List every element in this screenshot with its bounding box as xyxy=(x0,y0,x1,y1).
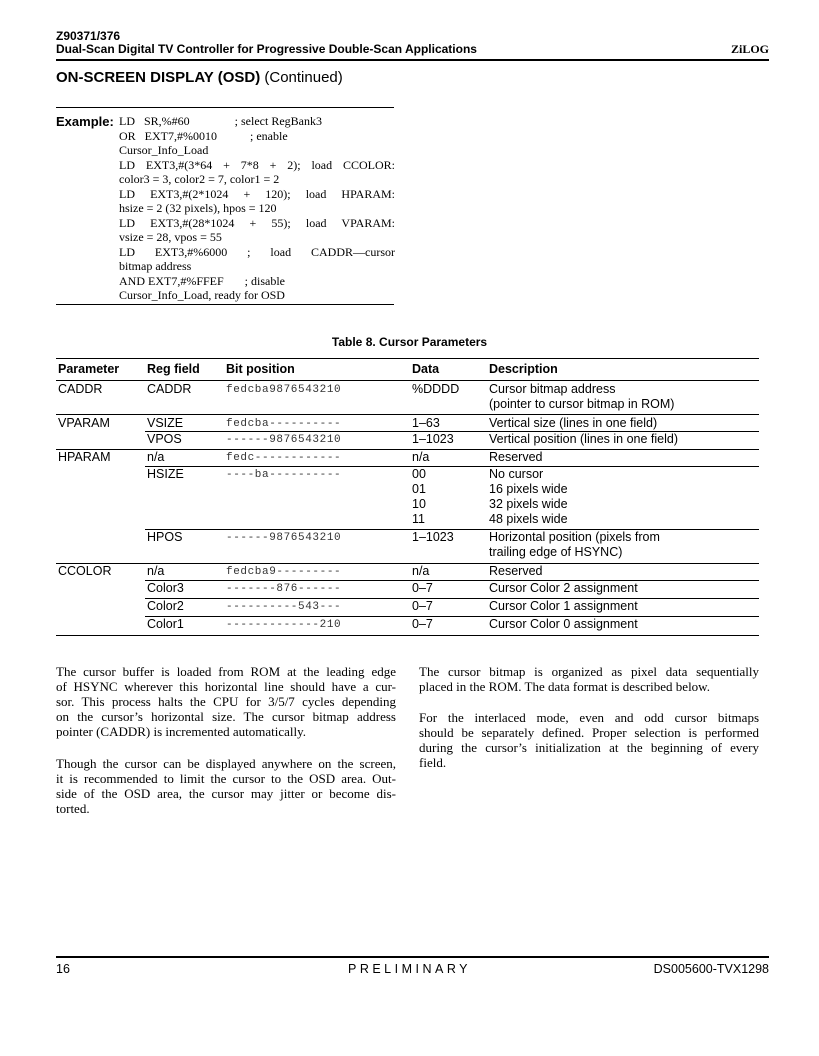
cell-description: Cursor Color 0 assignment xyxy=(489,617,638,631)
cell-description: Vertical position (lines in one field) xyxy=(489,432,678,446)
table-top-rule xyxy=(56,358,759,359)
company-logo: ZiLOG xyxy=(730,42,769,56)
paragraph-line: The cursor bitmap is organized as pixel data sequentially xyxy=(419,664,759,679)
example-top-rule xyxy=(56,107,394,108)
cell-data: 0–7 xyxy=(412,599,433,613)
paragraph-line: should be separately defined. Proper selection is performed xyxy=(419,725,759,740)
cell-data: 0–7 xyxy=(412,581,433,595)
paragraph-line: during the cursor’s initialization at the beginning of every xyxy=(419,740,759,755)
table-row-divider xyxy=(145,616,759,617)
table-header-rule xyxy=(56,380,759,381)
cell-description: Reserved xyxy=(489,450,543,464)
cell-bit-position: ------9876543210 xyxy=(226,532,342,544)
paragraph-line: The cursor buffer is loaded from ROM at the leading edge xyxy=(56,664,396,679)
paragraph-line: on the cursor’s horizontal size. The cursor bitmap address xyxy=(56,709,396,724)
cell-description: 16 pixels wide xyxy=(489,482,568,496)
table-caption: Table 8. Cursor Parameters xyxy=(331,335,488,349)
paragraph-line: sor. This process halts the CPU for 3/5/7 cycles depending xyxy=(56,694,396,709)
cell-reg-field: Color2 xyxy=(147,599,184,613)
cell-description: Reserved xyxy=(489,564,543,578)
cell-description: trailing edge of HSYNC) xyxy=(489,545,623,559)
cell-reg-field: CADDR xyxy=(147,382,192,396)
cell-description: No cursor xyxy=(489,467,544,481)
code-line: AND EXT7,#%FFEF ; disable xyxy=(119,273,285,288)
cell-bit-position: ----------543--- xyxy=(226,601,342,613)
section-title-main: ON-SCREEN DISPLAY (OSD) xyxy=(56,69,261,86)
cell-reg-field: n/a xyxy=(147,450,165,464)
table-row-divider xyxy=(145,580,759,581)
paragraph-line: Though the cursor can be displayed anywhere on the screen, xyxy=(56,756,396,771)
cell-bit-position: fedcba9876543210 xyxy=(226,384,342,396)
cell-reg-field: Color1 xyxy=(147,617,184,631)
paragraph-line: of HSYNC wherever this horizontal line should have a cur- xyxy=(56,679,396,694)
paragraph-line: side of the OSD area, the cursor may jitter or become dis- xyxy=(56,786,396,801)
page-number: 16 xyxy=(56,962,70,976)
code-line: LD EXT3,#(28*1024 + 55); load VPARAM: xyxy=(119,215,395,230)
table-row-divider xyxy=(145,466,759,467)
body-paragraph xyxy=(56,664,396,739)
column-header-bit-position: Bit position xyxy=(226,362,295,376)
cell-reg-field: HSIZE xyxy=(147,467,184,481)
cell-data: 1–1023 xyxy=(412,530,454,544)
section-title xyxy=(56,69,343,86)
column-header-description: Description xyxy=(489,362,558,376)
column-header-reg-field: Reg field xyxy=(147,362,200,376)
cell-description: Cursor Color 1 assignment xyxy=(489,599,638,613)
code-line: color3 = 3, color2 = 7, color1 = 2 xyxy=(119,172,280,186)
cell-description: Horizontal position (pixels from xyxy=(489,530,660,544)
column-header-data: Data xyxy=(412,362,440,376)
table-row-divider xyxy=(56,449,759,450)
cell-data: %DDDD xyxy=(412,382,460,396)
body-paragraph xyxy=(56,756,396,816)
table-row-divider xyxy=(145,431,759,432)
cell-data: n/a xyxy=(412,564,430,578)
section-title-suffix: (Continued) xyxy=(260,69,343,86)
document-part-number: Z90371/376 xyxy=(56,29,121,43)
cell-data: 0–7 xyxy=(412,617,433,631)
code-line: Cursor_Info_Load xyxy=(119,143,209,157)
cell-reg-field: HPOS xyxy=(147,530,183,544)
example-label: Example: xyxy=(56,114,114,129)
cell-data: 01 xyxy=(412,482,426,496)
cell-bit-position: ----ba---------- xyxy=(226,469,342,481)
cell-bit-position: fedcba9--------- xyxy=(226,566,342,578)
code-line: LD EXT3,#(3*64 + 7*8 + 2); load CCOLOR: xyxy=(119,157,395,172)
document-title: Dual-Scan Digital TV Controller for Progressive Double-Scan Applications xyxy=(56,42,477,56)
cell-reg-field: n/a xyxy=(147,564,165,578)
cell-data: 1–1023 xyxy=(412,432,454,446)
cell-parameter: CADDR xyxy=(58,382,103,396)
cell-data: 10 xyxy=(412,497,426,511)
cell-bit-position: fedcba---------- xyxy=(226,418,342,430)
paragraph-line: For the interlaced mode, even and odd cursor bitmaps xyxy=(419,710,759,725)
cell-reg-field: VPOS xyxy=(147,432,182,446)
code-line: OR EXT7,#%0010 ; enable xyxy=(119,128,288,143)
cell-description: Cursor bitmap address xyxy=(489,382,616,396)
footer-rule xyxy=(56,956,769,958)
cell-reg-field: VSIZE xyxy=(147,416,184,430)
cell-description: 48 pixels wide xyxy=(489,512,568,526)
example-code-block xyxy=(119,114,395,303)
column-header-parameter: Parameter xyxy=(58,362,120,376)
paragraph-line: field. xyxy=(419,755,447,770)
cell-bit-position: fedc------------ xyxy=(226,452,342,464)
body-paragraph xyxy=(419,664,759,694)
cell-parameter: CCOLOR xyxy=(58,564,112,578)
paragraph-line: pointer (CADDR) is incremented automatically. xyxy=(56,724,307,739)
body-paragraph xyxy=(419,710,759,770)
cell-description: Cursor Color 2 assignment xyxy=(489,581,638,595)
code-line: bitmap address xyxy=(119,259,192,273)
code-line: LD EXT3,#%6000 ; load CADDR—cursor xyxy=(119,244,395,259)
cell-data: 00 xyxy=(412,467,426,481)
paragraph-line: torted. xyxy=(56,801,90,816)
code-line: vsize = 28, vpos = 55 xyxy=(119,230,222,244)
code-line: LD EXT3,#(2*1024 + 120); load HPARAM: xyxy=(119,186,395,201)
table-row-divider xyxy=(145,598,759,599)
code-line: LD SR,%#60 ; select RegBank3 xyxy=(119,114,322,128)
cell-description: Vertical size (lines in one field) xyxy=(489,416,658,430)
cell-reg-field: Color3 xyxy=(147,581,184,595)
document-number: DS005600-TVX1298 xyxy=(653,962,769,976)
paragraph-line: placed in the ROM. The data format is described below. xyxy=(419,679,710,694)
table-bottom-rule xyxy=(56,635,759,636)
header-rule xyxy=(56,59,769,61)
cell-bit-position: -------876------ xyxy=(226,583,342,595)
cell-bit-position: -------------210 xyxy=(226,619,342,631)
cell-description: 32 pixels wide xyxy=(489,497,568,511)
cell-parameter: VPARAM xyxy=(58,416,110,430)
table-row-divider xyxy=(145,529,759,530)
cell-data: 1–63 xyxy=(412,416,440,430)
example-bottom-rule xyxy=(56,304,394,305)
code-line: Cursor_Info_Load, ready for OSD xyxy=(119,288,285,302)
cell-parameter: HPARAM xyxy=(58,450,111,464)
table-row-divider xyxy=(56,414,759,415)
code-line: hsize = 2 (32 pixels), hpos = 120 xyxy=(119,201,277,215)
cell-bit-position: ------9876543210 xyxy=(226,434,342,446)
preliminary-mark: PRELIMINARY xyxy=(347,962,471,976)
table-row-divider xyxy=(56,563,759,564)
cell-description: (pointer to cursor bitmap in ROM) xyxy=(489,397,675,411)
paragraph-line: it is recommended to limit the cursor to the OSD area. Out- xyxy=(56,771,396,786)
cell-data: 11 xyxy=(412,512,425,526)
cell-data: n/a xyxy=(412,450,430,464)
